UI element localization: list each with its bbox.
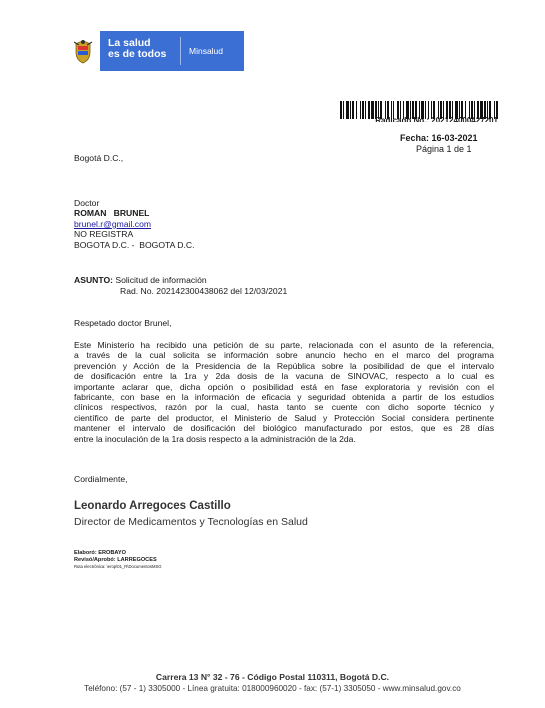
recipient-registry: NO REGISTRA xyxy=(74,229,134,239)
greeting: Respetado doctor Brunel, xyxy=(74,318,172,328)
minsalud-logo xyxy=(66,31,244,71)
radicado-number: Radicado No.: 20212400042720​1 xyxy=(375,116,498,122)
letter-body xyxy=(74,340,494,444)
elaborated-by: Elaboró: EROBAYO xyxy=(74,550,127,556)
subject-text: Solicitud de información xyxy=(115,275,207,285)
body-line: importante aclarar que, dicha opción o posibilidad está en fase exploratoria y revisión con el xyxy=(74,381,494,392)
logo-line-2: es de todos xyxy=(108,48,167,60)
signer-name: Leonardo Arregoces Castillo xyxy=(74,500,231,512)
body-line: clínicos respectivos, razón por la cual, hasta tanto se cuente con dicho soporte técnico y xyxy=(74,402,494,413)
body-line: fabricante, con base en la información de eficacia y seguridad obtenida a partir de los estudios xyxy=(74,392,494,403)
subject-reference: Rad. No. 202142300438062 del 12/03/2021 xyxy=(120,286,288,296)
logo-ministry: Minsalud xyxy=(189,46,224,56)
subject-label: ASUNTO: xyxy=(74,275,113,285)
page-indicator: Página 1 de 1 xyxy=(416,144,472,154)
letter-date: Fecha: 16-03-2021 xyxy=(400,133,478,143)
logo-slogan xyxy=(100,31,180,71)
reviewed-by: Revisó/Aprobó: LARREGOCES xyxy=(74,557,157,563)
recipient-title: Doctor xyxy=(74,198,100,208)
city-line: Bogotá D.C., xyxy=(74,153,124,163)
closing: Cordialmente, xyxy=(74,474,128,484)
coat-of-arms-icon xyxy=(66,31,100,71)
body-line: a través de la cual solicita se información sobre anuncio hecho en el marco del programa xyxy=(74,350,494,361)
body-line: mantener el intervalo de dosificación del biológico manufacturado por estos, que es 28 días xyxy=(74,423,494,434)
body-line: prevención y Acción de la Presidencia de la República sobre la posibilidad de que el intervalo xyxy=(74,360,494,371)
recipient-location: BOGOTA D.C. - BOGOTA D.C. xyxy=(74,240,195,250)
body-line: entre la inoculación de la 1ra dosis respecto a la administración de la 2da. xyxy=(74,433,356,444)
subject-line xyxy=(74,275,207,285)
recipient-name: ROMAN BRUNEL xyxy=(74,208,150,218)
body-line: Este Ministerio ha recibido una petición de su parte, relacionada con el asunto de la referencia, xyxy=(74,340,494,350)
body-line: científico de parte del productor, el Ministerio de Salud y Protección Social considera pertinente xyxy=(74,412,494,423)
electronic-path: Ruta electrónica: \erop\01_R\DocumentosMSG xyxy=(74,564,162,569)
recipient-email-link[interactable]: brunel.r@gmail.com xyxy=(74,219,152,229)
footer-contacts: Teléfono: (57 - 1) 3305000 - Línea gratuita: 018000960020 - fax: (57-1) 3305050 - www.minsalud.gov.co xyxy=(84,684,461,693)
signer-title: Director de Medicamentos y Tecnologías en Salud xyxy=(74,516,308,528)
body-line: de dosificación entre la 1ra y 2da dosis de la vacuna de SINOVAC, respecto a lo cual es xyxy=(74,371,494,382)
logo-line-1: La salud xyxy=(108,37,151,49)
footer-address: Carrera 13 N° 32 - 76 - Código Postal 110311, Bogotá D.C. xyxy=(155,672,390,682)
